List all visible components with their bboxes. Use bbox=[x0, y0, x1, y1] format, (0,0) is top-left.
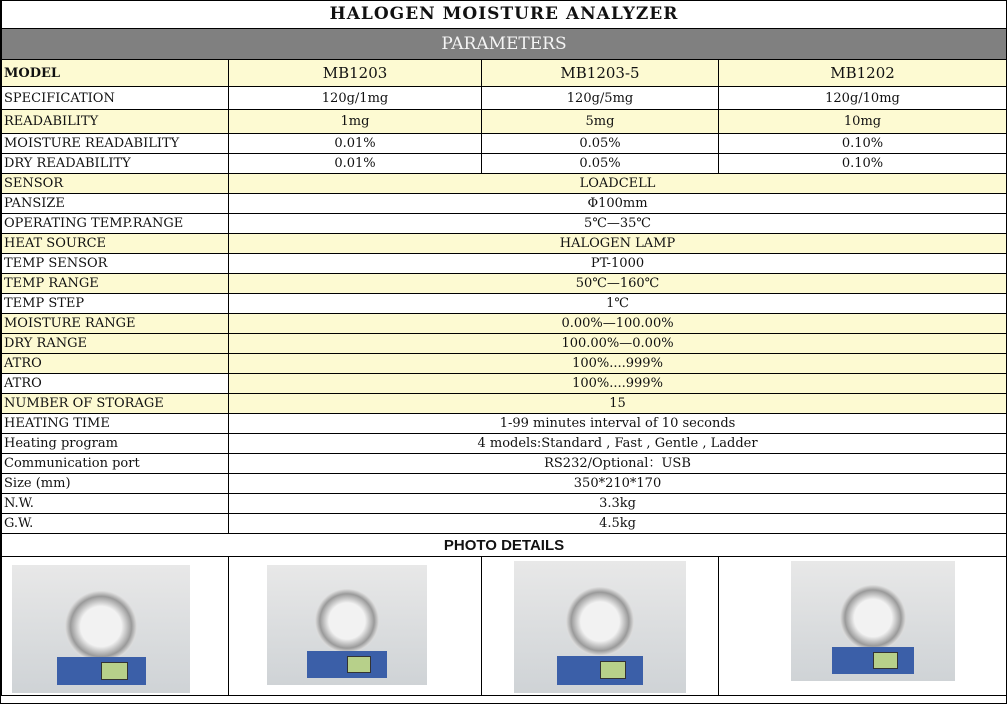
row-value: 1℃ bbox=[229, 294, 1007, 314]
row-label: TEMP STEP bbox=[2, 294, 229, 314]
table-row bbox=[2, 494, 1007, 514]
table-row bbox=[2, 274, 1007, 294]
row-value: 1mg bbox=[229, 110, 482, 134]
table-row bbox=[2, 514, 1007, 534]
model-value: MB1203 bbox=[229, 60, 482, 87]
table-row bbox=[2, 394, 1007, 414]
parameters-table bbox=[1, 1, 1007, 696]
row-label: ATRO bbox=[2, 354, 229, 374]
row-label: HEAT SOURCE bbox=[2, 234, 229, 254]
row-label: G.W. bbox=[2, 514, 229, 534]
row-label: DRY READABILITY bbox=[2, 154, 229, 174]
product-photo-cell bbox=[2, 557, 229, 696]
row-label: HEATING TIME bbox=[2, 414, 229, 434]
row-value: 350*210*170 bbox=[229, 474, 1007, 494]
row-value: 120g/1mg bbox=[229, 87, 482, 110]
table-row bbox=[2, 434, 1007, 454]
product-photo-cell bbox=[719, 557, 1007, 696]
row-value: 10mg bbox=[719, 110, 1007, 134]
product-photo bbox=[791, 561, 955, 681]
row-label: TEMP SENSOR bbox=[2, 254, 229, 274]
product-photo-cell bbox=[482, 557, 719, 696]
row-value: 0.00%—100.00% bbox=[229, 314, 1007, 334]
row-label: DRY RANGE bbox=[2, 334, 229, 354]
table-row bbox=[2, 234, 1007, 254]
display-shape bbox=[347, 656, 371, 672]
row-value: HALOGEN LAMP bbox=[229, 234, 1007, 254]
product-photo bbox=[267, 565, 427, 685]
product-photo bbox=[514, 561, 686, 693]
product-photo-cell bbox=[229, 557, 482, 696]
weighing-pan-shape bbox=[566, 587, 635, 656]
row-value: 120g/5mg bbox=[482, 87, 719, 110]
table-row bbox=[2, 87, 1007, 110]
table-row bbox=[2, 110, 1007, 134]
row-label: Heating program bbox=[2, 434, 229, 454]
display-shape bbox=[101, 662, 128, 679]
row-label: PANSIZE bbox=[2, 194, 229, 214]
row-value: 0.10% bbox=[719, 154, 1007, 174]
table-row bbox=[2, 294, 1007, 314]
row-value: LOADCELL bbox=[229, 174, 1007, 194]
table-row bbox=[2, 474, 1007, 494]
table-row bbox=[2, 154, 1007, 174]
row-value: 15 bbox=[229, 394, 1007, 414]
table-row bbox=[2, 314, 1007, 334]
row-value: 0.01% bbox=[229, 154, 482, 174]
row-value: 1-99 minutes interval of 10 seconds bbox=[229, 414, 1007, 434]
row-label: ATRO bbox=[2, 374, 229, 394]
table-row bbox=[2, 454, 1007, 474]
row-label: N.W. bbox=[2, 494, 229, 514]
row-value: 120g/10mg bbox=[719, 87, 1007, 110]
row-value: 0.05% bbox=[482, 134, 719, 154]
row-label: MOISTURE READABILITY bbox=[2, 134, 229, 154]
row-label: SENSOR bbox=[2, 174, 229, 194]
model-label: MODEL bbox=[2, 60, 229, 87]
row-value: 4 models:Standard , Fast , Gentle , Ladder bbox=[229, 434, 1007, 454]
table-row bbox=[2, 194, 1007, 214]
table-row bbox=[2, 254, 1007, 274]
product-photo bbox=[12, 565, 190, 693]
table-row bbox=[2, 134, 1007, 154]
row-label: READABILITY bbox=[2, 110, 229, 134]
row-label: Communication port bbox=[2, 454, 229, 474]
weighing-pan-shape bbox=[840, 585, 906, 651]
row-value: 0.05% bbox=[482, 154, 719, 174]
parameters-header: PARAMETERS bbox=[2, 29, 1007, 60]
display-shape bbox=[600, 661, 626, 679]
table-row bbox=[2, 374, 1007, 394]
photo-details-header: PHOTO DETAILS bbox=[2, 534, 1007, 557]
row-label: NUMBER OF STORAGE bbox=[2, 394, 229, 414]
row-label: MOISTURE RANGE bbox=[2, 314, 229, 334]
row-label: SPECIFICATION bbox=[2, 87, 229, 110]
table-row bbox=[2, 334, 1007, 354]
table-row bbox=[2, 354, 1007, 374]
row-label: OPERATING TEMP.RANGE bbox=[2, 214, 229, 234]
model-value: MB1203-5 bbox=[482, 60, 719, 87]
weighing-pan-shape bbox=[65, 591, 136, 662]
row-value: 0.10% bbox=[719, 134, 1007, 154]
row-value: 5mg bbox=[482, 110, 719, 134]
table-row bbox=[2, 214, 1007, 234]
table-row bbox=[2, 414, 1007, 434]
row-value: 100%....999% bbox=[229, 354, 1007, 374]
weighing-pan-shape bbox=[315, 589, 379, 653]
row-value: 4.5kg bbox=[229, 514, 1007, 534]
row-value: 5℃—35℃ bbox=[229, 214, 1007, 234]
model-value: MB1202 bbox=[719, 60, 1007, 87]
row-value: 50℃—160℃ bbox=[229, 274, 1007, 294]
row-value: RS232/Optional：USB bbox=[229, 454, 1007, 474]
row-value: 100%....999% bbox=[229, 374, 1007, 394]
display-shape bbox=[873, 652, 898, 668]
row-value: 100.00%—0.00% bbox=[229, 334, 1007, 354]
row-value: 3.3kg bbox=[229, 494, 1007, 514]
row-label: Size (mm) bbox=[2, 474, 229, 494]
page-title: HALOGEN MOISTURE ANALYZER bbox=[2, 1, 1007, 29]
row-value: 0.01% bbox=[229, 134, 482, 154]
row-label: TEMP RANGE bbox=[2, 274, 229, 294]
row-value: Φ100mm bbox=[229, 194, 1007, 214]
table-row bbox=[2, 174, 1007, 194]
row-value: PT-1000 bbox=[229, 254, 1007, 274]
